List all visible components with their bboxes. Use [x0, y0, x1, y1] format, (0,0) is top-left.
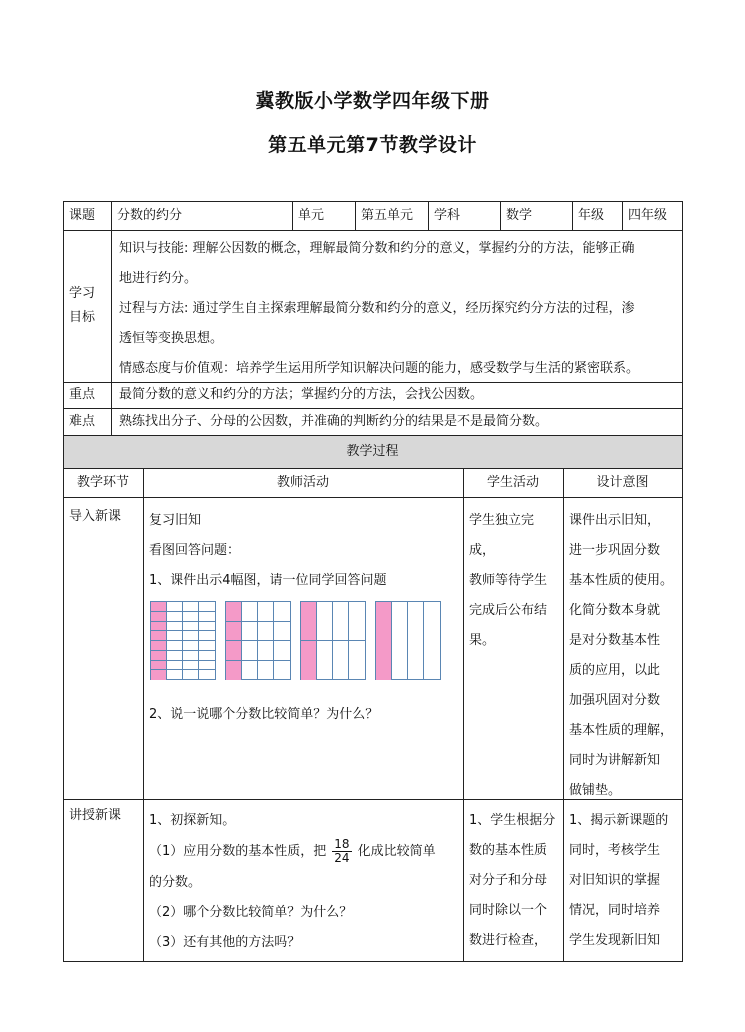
teacher-line: 看图回答问题：: [149, 543, 241, 558]
column-header-student: 学生活动: [486, 475, 539, 490]
grid-cell: [199, 612, 215, 622]
grid-cell: [333, 602, 349, 641]
grid-cell: [151, 612, 167, 622]
grid-cell: [199, 651, 215, 661]
grid-cell: [226, 602, 242, 622]
objectives-text: [111, 234, 682, 384]
student-line: 对分子和分母: [469, 873, 548, 888]
document-subtitle: 第五单元第7节教学设计: [268, 134, 477, 156]
document-title: 冀教版小学数学四年级下册: [255, 90, 490, 112]
teacher-activity-new: [143, 806, 463, 958]
grid-cell: [242, 622, 258, 642]
lesson-label: 课题: [69, 208, 96, 223]
grid-cell: [199, 622, 215, 632]
difficulty-text: 熟练找出分子、分母的公因数，并准确的判断约分的结果是不是最简分数。: [119, 414, 549, 429]
grid-cell: [349, 602, 365, 641]
objective-line: 地进行约分。: [119, 271, 198, 286]
process-section-title: 教学过程: [346, 444, 399, 459]
grid-cell: [258, 622, 274, 642]
intent-line: 课件出示旧知，: [569, 513, 661, 528]
key-point-text: 最简分数的意义和约分的方法；掌握约分的方法，会找公因数。: [119, 387, 484, 402]
grid-cell: [151, 670, 167, 680]
key-point-label: 重点: [69, 387, 96, 402]
objective-line: 情感态度与价值观：培养学生运用所学知识解决问题的能力，感受数学与生活的紧密联系。: [119, 361, 640, 376]
grid-cell: [167, 670, 183, 680]
stage-new-lesson: 讲授新课: [69, 808, 122, 823]
grid-cell: [167, 651, 183, 661]
fraction-figures: [150, 601, 455, 681]
stage-intro: 导入新课: [69, 509, 122, 524]
subject-label: 学科: [434, 208, 461, 223]
grid-cell: [167, 661, 183, 671]
grid-cell: [183, 612, 199, 622]
teacher-line: 1、初探新知。: [149, 813, 236, 828]
student-activity-intro: [463, 506, 563, 656]
objectives-label: 学习 目标: [69, 286, 96, 325]
grid-cell: [274, 661, 290, 681]
intent-line: 学生发现新旧知: [569, 933, 661, 948]
intent-line: 同时，考核学生: [569, 843, 661, 858]
grid-cell: [408, 602, 424, 680]
grid-cell: [226, 622, 242, 642]
column-header-teacher: 教师活动: [276, 475, 329, 490]
teacher-line: （3）还有其他的方法吗？: [149, 935, 301, 950]
grade-value: 四年级: [628, 208, 668, 223]
grid-cell: [242, 641, 258, 661]
grid-cell: [151, 661, 167, 671]
grid-cell: [242, 602, 258, 622]
grid-cell: [199, 641, 215, 651]
grid-cell: [167, 641, 183, 651]
objective-line: 过程与方法: 通过学生自主探索理解最简分数和约分的意义，经历探究约分方法的过程，渗: [119, 301, 635, 316]
grid-cell: [274, 602, 290, 622]
objective-line: 知识与技能: 理解公因数的概念，理解最简分数和约分的意义，掌握约分的方法，能够正确: [119, 241, 635, 256]
student-line: 果。: [469, 633, 496, 648]
student-line: 数进行检查，: [469, 933, 548, 948]
column-header-intent: 设计意图: [596, 475, 649, 490]
grid-cell: [199, 602, 215, 612]
teacher-question: 2、说一说哪个分数比较简单？为什么？: [149, 707, 379, 722]
grid-cell: [258, 661, 274, 681]
design-intent-new: [563, 806, 682, 956]
grid-cell: [151, 631, 167, 641]
grid-cell: [226, 641, 242, 661]
grid-cell: [317, 602, 333, 641]
grid-cell: [349, 641, 365, 680]
student-line: 完成后公布结: [469, 603, 548, 618]
grid-cell: [167, 622, 183, 632]
intent-line: 化简分数本身就: [569, 603, 661, 618]
teacher-activity-intro: [143, 506, 463, 596]
student-line: 1、学生根据分: [469, 813, 556, 828]
intent-line: 情况，同时培养: [569, 903, 661, 918]
design-intent-intro: [563, 506, 682, 806]
intent-line: 基本性质的理解，: [569, 723, 674, 738]
grid-cell: [376, 602, 392, 680]
column-header-stage: 教学环节: [76, 475, 129, 490]
grid-cell: [151, 622, 167, 632]
grid-cell: [424, 602, 440, 680]
grid-cell: [183, 622, 199, 632]
teacher-line: （1）应用分数的基本性质，把 $\frac{18}{24}$ 化成比较简单: [149, 837, 436, 865]
lesson-value: 分数的约分: [117, 208, 183, 223]
grid-cell: [183, 602, 199, 612]
intent-line: 做铺垫。: [569, 783, 622, 798]
intent-line: 是对分数基本性: [569, 633, 661, 648]
grid-cell: [301, 641, 317, 680]
student-activity-new: [463, 806, 563, 956]
fraction-grid-figure: [300, 601, 366, 680]
fraction-grid-figure: [375, 601, 441, 680]
teacher-line: 的分数。: [149, 875, 202, 890]
intent-line: 对旧知识的掌握: [569, 873, 661, 888]
intent-line: 1、揭示新课题的: [569, 813, 669, 828]
student-line: 同时除以一个: [469, 903, 548, 918]
grid-cell: [183, 670, 199, 680]
grid-cell: [199, 670, 215, 680]
grid-cell: [242, 661, 258, 681]
grid-cell: [333, 641, 349, 680]
subject-value: 数学: [506, 208, 533, 223]
fraction-18-24: $\frac{18}{24}$: [334, 837, 350, 865]
grid-cell: [199, 661, 215, 671]
grid-cell: [274, 641, 290, 661]
grid-cell: [199, 631, 215, 641]
objective-line: 透恒等变换思想。: [119, 331, 224, 346]
teacher-line: 复习旧知: [149, 513, 202, 528]
fraction-grid-figure: [225, 601, 291, 680]
unit-value: 第五单元: [361, 208, 414, 223]
teacher-line: 1、课件出示4幅图，请一位同学回答问题: [149, 573, 387, 588]
student-line: 教师等待学生: [469, 573, 548, 588]
grid-cell: [301, 602, 317, 641]
grid-cell: [167, 612, 183, 622]
grid-cell: [392, 602, 408, 680]
grid-cell: [258, 602, 274, 622]
grid-cell: [226, 661, 242, 681]
grid-cell: [151, 651, 167, 661]
grid-cell: [167, 602, 183, 612]
grid-cell: [151, 602, 167, 612]
grid-cell: [317, 641, 333, 680]
student-line: 学生独立完成，: [469, 513, 535, 558]
intent-line: 加强巩固对分数: [569, 693, 661, 708]
intent-line: 进一步巩固分数: [569, 543, 661, 558]
grid-cell: [183, 641, 199, 651]
student-line: 数的基本性质: [469, 843, 548, 858]
grid-cell: [167, 631, 183, 641]
intent-line: 质的应用，以此: [569, 663, 661, 678]
grid-cell: [151, 641, 167, 651]
grid-cell: [183, 661, 199, 671]
unit-label: 单元: [298, 208, 325, 223]
fraction-grid-figure: [150, 601, 216, 680]
grid-cell: [183, 651, 199, 661]
grade-label: 年级: [578, 208, 605, 223]
intent-line: 同时为讲解新知: [569, 753, 661, 768]
teacher-line: （2）哪个分数比较简单？为什么？: [149, 905, 353, 920]
grid-cell: [183, 631, 199, 641]
grid-cell: [274, 622, 290, 642]
difficulty-label: 难点: [69, 414, 96, 429]
intent-line: 基本性质的使用。: [569, 573, 674, 588]
grid-cell: [258, 641, 274, 661]
